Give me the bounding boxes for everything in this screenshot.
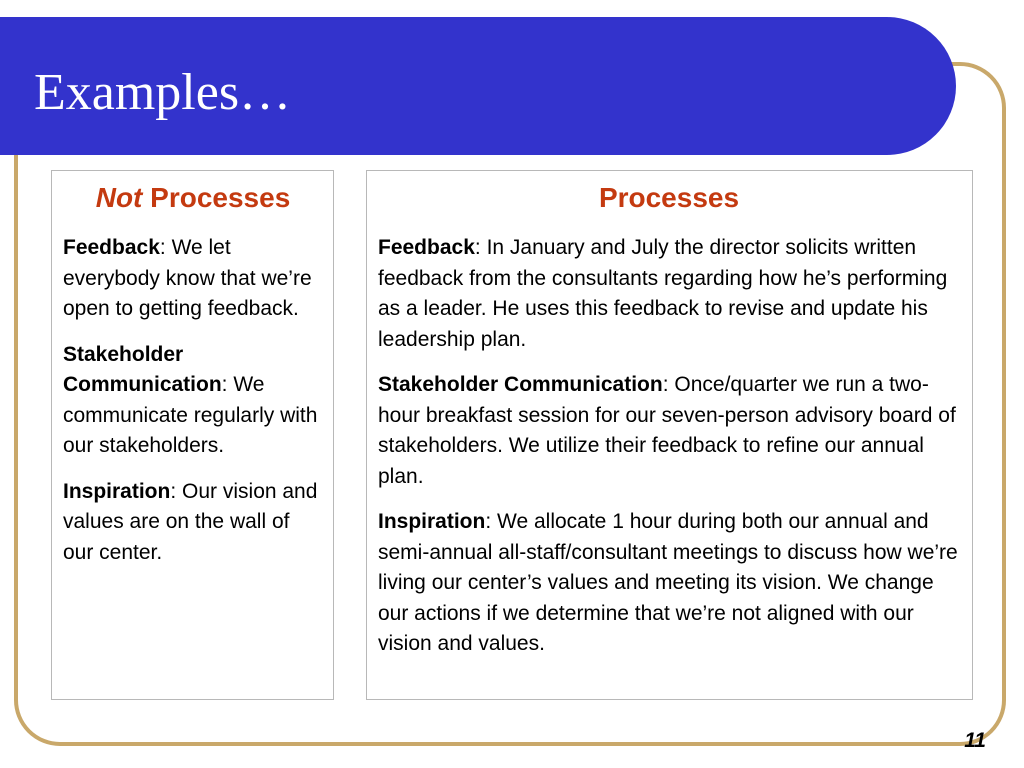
item-label: Stakeholder Communication [378, 373, 663, 396]
item-sep: : [662, 373, 675, 396]
item-sep: : [170, 479, 183, 503]
item-sep: : [474, 236, 487, 259]
not-processes-feedback [63, 233, 323, 325]
not-processes-stakeholder [63, 340, 323, 462]
processes-feedback [378, 233, 960, 355]
not-processes-heading-italic: Not [95, 182, 143, 213]
not-processes-heading-rest: Processes [142, 182, 291, 213]
item-label: Feedback [63, 236, 160, 259]
slide-number: 11 [964, 729, 986, 752]
not-processes-inspiration [63, 477, 323, 569]
item-text: We communicate regularly with our stakeholders. [63, 373, 318, 457]
item-label: Stakeholder Communication [63, 342, 222, 396]
item-text: Once/quarter we run a two-hour breakfast session for our seven-person advisory board of stakeholders. We utilize their feedback to refine our annual plan. [378, 373, 956, 488]
item-sep: : [221, 373, 234, 396]
processes-heading: Processes [598, 182, 740, 213]
title-bar [0, 17, 956, 155]
item-text: In January and July the director solicits written feedback from the consultants regarding how he’s performing as a leader. He uses this feedback to revise and update his leadership plan. [378, 236, 948, 351]
item-label: Feedback [378, 236, 475, 259]
item-sep: : [159, 236, 172, 259]
item-text: We let everybody know that we’re open to getting feedback. [63, 236, 312, 320]
processes-inspiration [378, 507, 960, 660]
item-text: Our vision and values are on the wall of our center. [63, 479, 318, 564]
item-sep: : [485, 510, 498, 533]
not-processes-box [51, 170, 334, 700]
not-processes-heading [63, 181, 323, 215]
processes-stakeholder [378, 370, 960, 492]
item-label: Inspiration [378, 510, 486, 533]
item-label: Inspiration [63, 479, 171, 503]
item-text: We allocate 1 hour during both our annual and semi-annual all-staff/consultant meetings to discuss how we’re living our center’s values and meeting its vision. We change our actions if we determine that we’re not aligned with our vision and values. [378, 510, 958, 655]
slide-title: Examples… [34, 64, 292, 121]
processes-box [366, 170, 973, 700]
